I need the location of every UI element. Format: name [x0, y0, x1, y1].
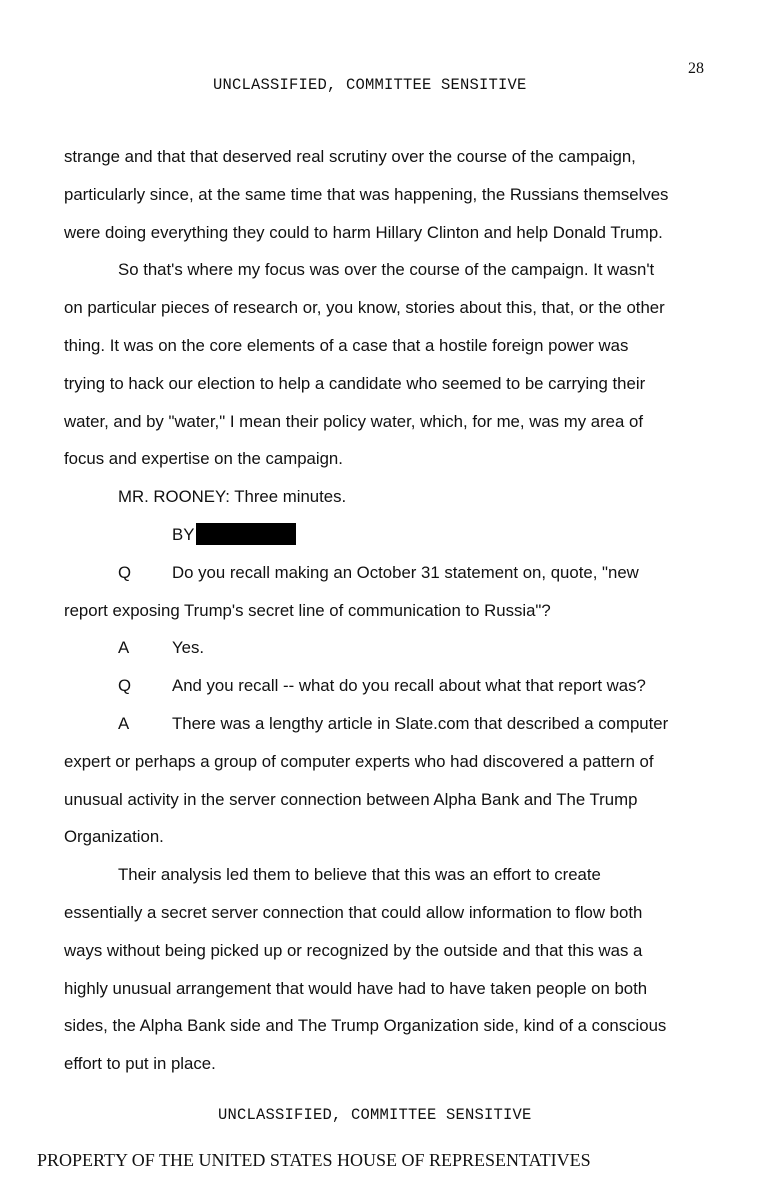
answer-line	[64, 705, 714, 743]
text-line: strange and that that deserved real scrutiny over the course of the campaign,	[64, 147, 636, 166]
q-tag: Q	[118, 562, 132, 582]
text-line: focus and expertise on the campaign.	[64, 449, 343, 469]
question-line	[64, 667, 714, 705]
by-label: BY	[172, 524, 195, 544]
redaction-bar	[196, 523, 296, 545]
text-line: report exposing Trump's secret line of communication to Russia"?	[64, 600, 551, 620]
text-line: effort to put in place.	[64, 1054, 216, 1074]
text-line: unusual activity in the server connection between Alpha Bank and The Trump	[64, 789, 638, 809]
question-text: And you recall -- what do you recall about what that report was?	[172, 676, 646, 696]
question-line	[64, 554, 714, 592]
text-line: highly unusual arrangement that would have had to have taken people on both	[64, 978, 648, 998]
answer-line	[64, 629, 714, 667]
text-line: trying to hack our election to help a candidate who seemed to be carrying their	[64, 373, 646, 393]
a-tag: A	[118, 638, 130, 658]
text-line: Organization.	[64, 827, 164, 847]
text-line: water, and by "water," I mean their policy water, which, for me, was my area of	[64, 411, 643, 431]
text-line: particularly since, at the same time that was happening, the Russians themselves	[64, 184, 669, 204]
text-line: on particular pieces of research or, you know, stories about this, that, or the other	[64, 298, 665, 318]
by-line	[64, 516, 714, 554]
text-line: So that's where my focus was over the course of the campaign. It wasn't	[118, 260, 655, 280]
answer-text: Yes.	[172, 638, 205, 658]
property-notice: PROPERTY OF THE UNITED STATES HOUSE OF REPRESENTATIVES	[37, 1150, 591, 1170]
text-line: essentially a secret server connection that could allow information to flow both	[64, 902, 643, 922]
text-line: Their analysis led them to believe that this was an effort to create	[118, 865, 601, 885]
question-text: Do you recall making an October 31 statement on, quote, "new	[172, 562, 639, 582]
q-tag: Q	[118, 676, 132, 696]
classification-footer: UNCLASSIFIED, COMMITTEE SENSITIVE	[218, 1106, 532, 1124]
transcript-body	[64, 138, 714, 1083]
answer-text: There was a lengthy article in Slate.com that described a computer	[172, 713, 669, 733]
text-line: were doing everything they could to harm Hillary Clinton and help Donald Trump.	[64, 222, 663, 242]
speaker-line: MR. ROONEY: Three minutes.	[118, 487, 347, 507]
page-number: 28	[688, 60, 704, 77]
text-line: ways without being picked up or recognized by the outside and that this was a	[64, 940, 643, 960]
classification-header: UNCLASSIFIED, COMMITTEE SENSITIVE	[213, 76, 527, 94]
text-line: thing. It was on the core elements of a case that a hostile foreign power was	[64, 335, 629, 355]
text-line: sides, the Alpha Bank side and The Trump Organization side, kind of a conscious	[64, 1016, 667, 1036]
text-line: expert or perhaps a group of computer experts who had discovered a pattern of	[64, 751, 654, 771]
a-tag: A	[118, 713, 130, 733]
